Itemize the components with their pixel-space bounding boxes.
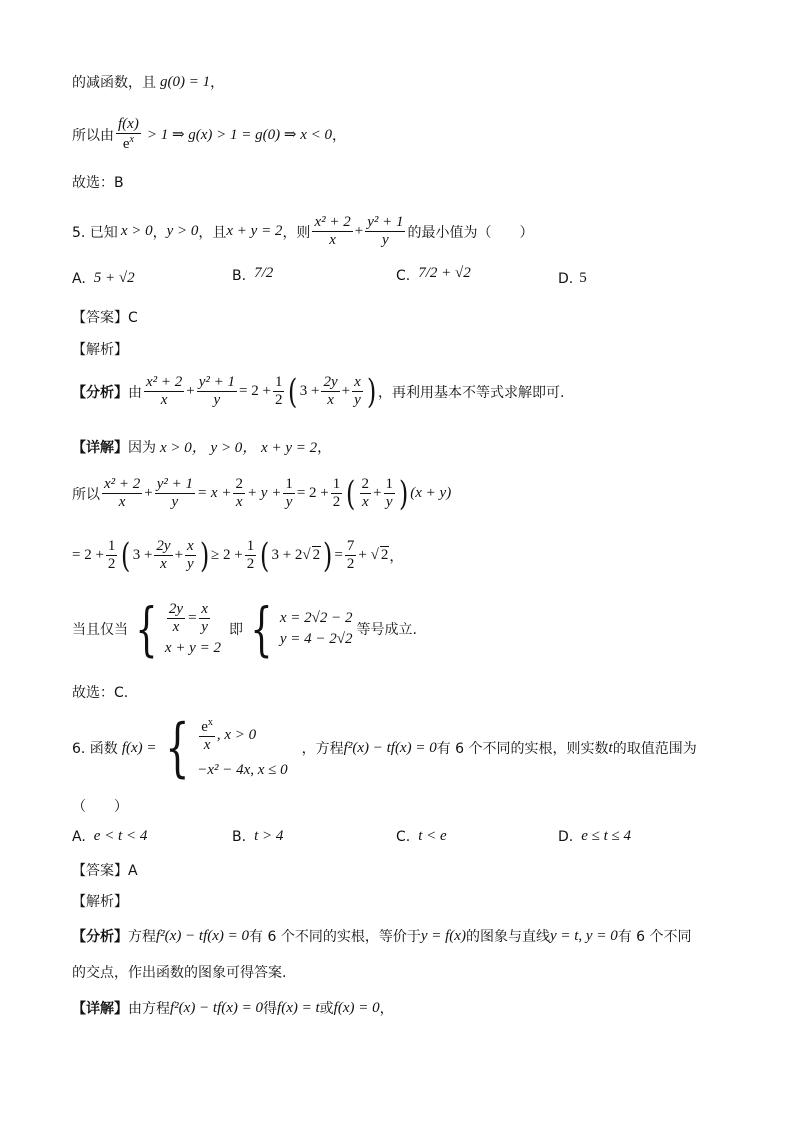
q5-stem-pre: 5. 已知: [72, 224, 118, 241]
q6-option-c: C. t < e: [396, 828, 447, 845]
q6-analysis-head: 【解析】: [72, 894, 128, 910]
q6-option-d: D. e ≤ t ≤ 4: [558, 828, 632, 845]
text-line-3: 故选：B: [72, 175, 124, 191]
q5-equality: 当且仅当 { $\frac{2y}{x}$ = $\frac{x}{y}$ x + y = 2 即 { x = 2√2 − 2 y = 4 − 2√2 等号成立.: [72, 595, 417, 663]
q5-choose: 故选：C.: [72, 685, 129, 701]
q5-fenxi: 【分析】 由 $\frac{\text{x² + 2}}{x}$ + $\frac{\text{y² + 1}}{y}$ = 2 + $\frac{1}{2}$ ( 3 + $\frac{2y}{x}$ + $\frac{x}{y}$ ) ，再利用基本不等式求解即可.: [72, 371, 565, 412]
q5-xiangjie-tag: 【详解】: [72, 439, 128, 456]
q5-fenxi-post: ，再利用基本不等式求解即可.: [378, 384, 565, 401]
q5-option-b: B. 7/2: [232, 264, 274, 284]
q5-derivation-2: = 2 + $\frac{1}{2}$ ( 3 + $\frac{2y}{x}$ + $\frac{x}{y}$ ) ≥ 2 + $\frac{1}{2}$ ( 3 + 2√ 2 ) = $\frac{7}{2}$ + √ 2 ，: [72, 535, 404, 576]
q5-system-2: x = 2√2 − 2 y = 4 − 2√2: [279, 610, 353, 647]
q6-equation: f²(x) − tf(x) = 0: [343, 739, 437, 756]
q5-system-1: $\frac{2y}{x}$ = $\frac{x}{y}$ x + y = 2: [164, 600, 221, 657]
line2-end: ，: [332, 127, 346, 144]
q6-option-a: A. e < t < 4: [72, 828, 148, 845]
q5-fenxi-tag: 【分析】: [72, 384, 128, 401]
text-line-2: [72, 116, 346, 154]
q6-option-b: B. t > 4: [232, 828, 284, 845]
q5-cond-2: y > 0: [166, 223, 199, 240]
q5-option-a: A. 5 + √2: [72, 270, 135, 287]
q6-fenxi: 【分析】 方程 f²(x) − tf(x) = 0 有 6 个不同的实根，等价于 y = f(x) 的图象与直线 y = t, y = 0 有 6 个不同: [72, 927, 692, 945]
q5-cond-3: x + y = 2: [226, 223, 283, 240]
q6-piecewise: $\frac{e^x}{x}$ , x > 0 −x² − 4x, x ≤ 0: [197, 716, 288, 779]
line1-math: g(0) = 1: [160, 73, 211, 90]
q5-stem: 5. 已知 x > 0 ， y > 0 ，且 x + y = 2 ，则 $\frac{\text{x² + 2}}{x}$ + $\frac{\text{y² + 1}}{y}$ 的最小值为（ ）: [72, 214, 534, 249]
q5-xiangjie: 【详解】 因为 x > 0， y > 0， x + y = 2 ，: [72, 436, 331, 457]
q6-answer: 【答案】A: [72, 863, 138, 879]
q5-cond-1: x > 0: [120, 223, 153, 240]
text-line-1: [72, 72, 224, 92]
line1-text: 的减函数，且: [72, 75, 156, 91]
q5-derivation-1: 所以 $\frac{\text{x² + 2}}{x}$ + $\frac{\text{y² + 1}}{y}$ = x + $\frac{2}{x}$ + y + $\frac{1}{y}$ = 2 + $\frac{1}{2}$ ( $\frac{2}{x}$ + $\frac{1}{y}$ ) (x + y): [72, 473, 452, 514]
q6-paren: （ ）: [72, 799, 128, 815]
q6-stem: 6. 函数 f(x) = { $\frac{e^x}{x}$ , x > 0 −x² − 4x, x ≤ 0 ，方程 f²(x) − tf(x) = 0 有 6 个不同的实根，则实数 t 的取值范围为: [72, 711, 697, 785]
line2-pre: 所以由: [72, 127, 114, 144]
q5-answer: 【答案】C: [72, 310, 138, 326]
q5-fraction-1: $\frac{\text{x² + 2}}{x}$: [314, 214, 351, 249]
q5-fraction-2: $\frac{\text{y² + 1}}{y}$: [367, 214, 404, 249]
q5-analysis-head: 【解析】: [72, 342, 128, 358]
q5-stem-post: 的最小值为（ ）: [407, 224, 534, 241]
line2-fraction: $\frac{f(x)}{e^x}$: [118, 116, 139, 153]
line2-post: > 1 ⇒ g(x) > 1 = g(0) ⇒ x < 0: [146, 127, 332, 144]
q5-option-d: D. 5: [558, 270, 587, 287]
q5-option-c: C. 7/2 + √2: [396, 264, 471, 284]
q6-xiangjie: 【详解】 由方程 f²(x) − tf(x) = 0 得 f(x) = t 或 f(x) = 0 ，: [72, 999, 394, 1017]
line1-end: ，: [210, 75, 225, 91]
q5-xiangjie-conds: x > 0， y > 0， x + y = 2: [160, 440, 318, 456]
q6-fenxi-line2: 的交点，作出函数的图象可得答案.: [72, 965, 287, 981]
